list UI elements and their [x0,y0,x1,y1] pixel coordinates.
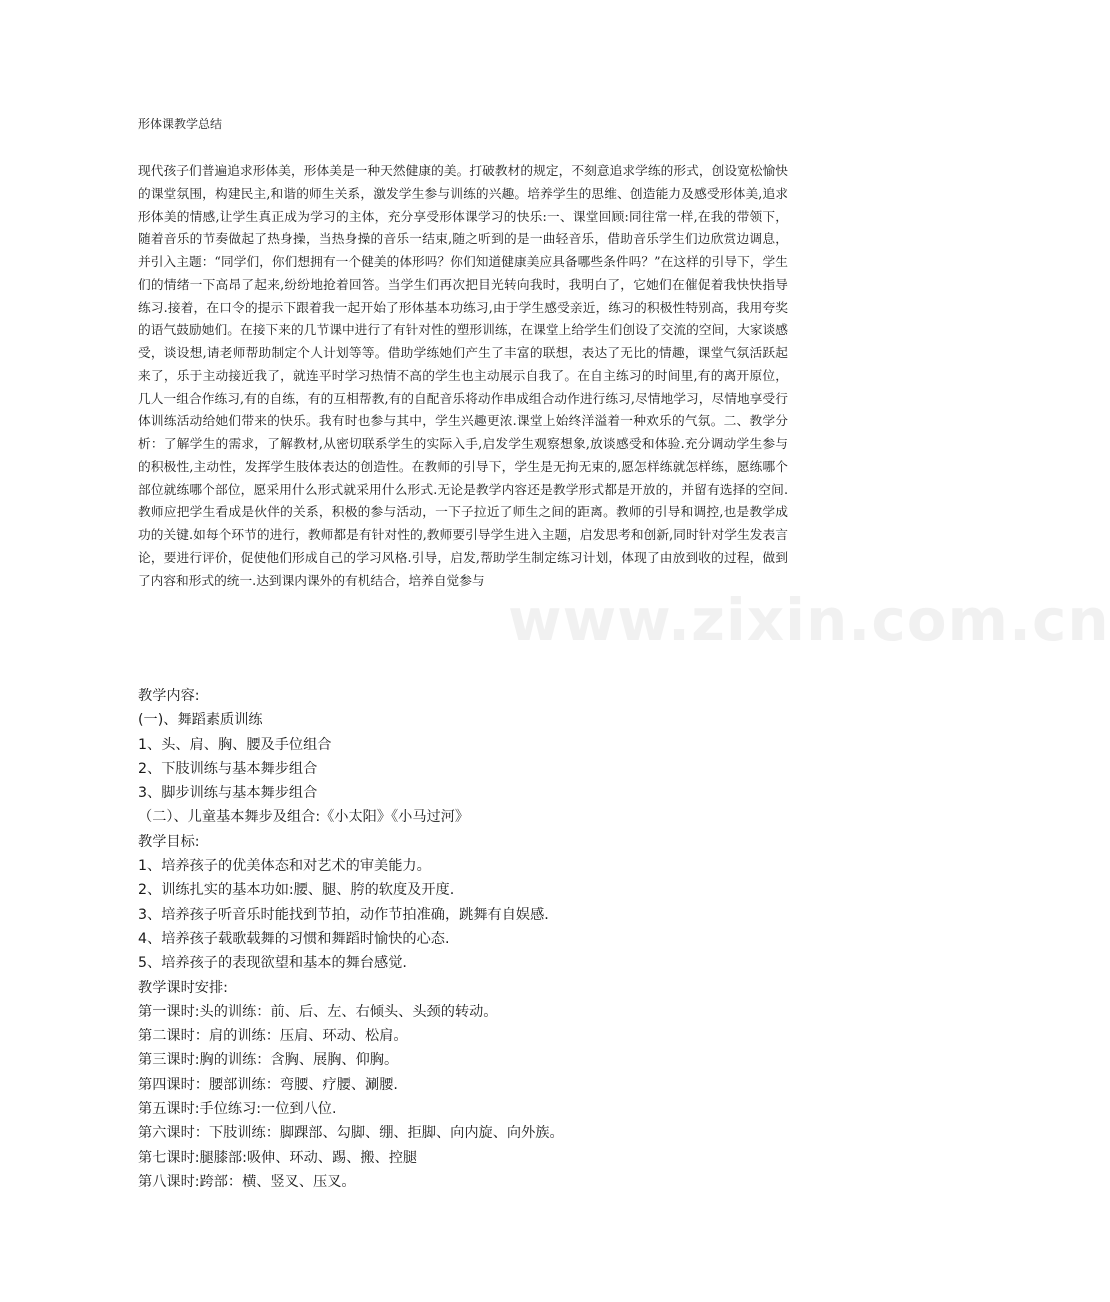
list-line: 3、脚步训练与基本舞步组合 [138,785,318,802]
list-line: 2、下肢训练与基本舞步组合 [138,760,318,777]
document-title: 形体课教学总结 [138,117,223,131]
list-line: 第三课时:胸的训练：含胸、展胸、仰胸。 [138,1052,399,1069]
list-line: 教学课时安排: [138,979,228,996]
list-line: 第八课时:跨部：横、竖叉、压叉。 [138,1173,356,1190]
list-line: 1、头、肩、胸、腰及手位组合 [138,736,332,753]
list-line: 第四课时：腰部训练：弯腰、疗腰、涮腰. [138,1076,398,1093]
list-line: 第七课时:腿膝部:吸伸、环动、踢、搬、控腿 [138,1149,418,1166]
list-line: 5、培养孩子的表现欲望和基本的舞台感觉. [138,955,407,972]
watermark: www.zixin.com.cn [508,586,1110,654]
list-line: 教学目标: [138,833,200,850]
content-list [138,684,788,1194]
list-line: 1、培养孩子的优美体态和对艺术的审美能力。 [138,858,431,875]
list-line: 教学内容: [138,688,200,704]
list-line: 第一课时:头的训练：前、后、左、右倾头、头颈的转动。 [138,1003,498,1020]
list-line: 第五课时:手位练习:一位到八位. [138,1101,337,1118]
list-line: （二）、儿童基本舞步及组合:《小太阳》《小马过河》 [138,809,470,826]
list-line: (一)、舞蹈素质训练 [138,712,263,729]
list-line: 2、训练扎实的基本功如:腰、腿、胯的软度及开度. [138,882,455,899]
list-line: 4、培养孩子载歌载舞的习惯和舞蹈时愉快的心态. [138,930,450,947]
summary-paragraph: 现代孩子们普遍追求形体美，形体美是一种天然健康的美。打破教材的规定，不刻意追求学练的形式，创设宽松愉快的课堂氛围，构建民主,和谐的师生关系，激发学生参与训练的兴趣。培养学生的思维、创造能力及感受形体美,追求形体美的情感,让学生真正成为学习的主体，充分享受形体课学习的快乐:一、课堂回顾:同往常一样,在我的带领下，随着音乐的节奏做起了热身操，当热身操的音乐一结束,随之听到的是一曲轻音乐，借助音乐学生们边欣赏边调息，并引入主题：“同学们，你们想拥有一个健美的体形吗？你们知道健康美应具备哪些条件吗？”在这样的引导下，学生们的情绪一下高昂了起来,纷纷地抢着回答。当学生们再次把目光转向我时，我明白了，它她们在催促着我快快指导练习.接着，在口令的提示下跟着我一起开始了形体基本功练习,由于学生感受亲近，练习的积极性特别高，我用夸奖的语气鼓励她们。在接下来的几节课中进行了有针对性的塑形训练，在课堂上给学生们创设了交流的空间，大家谈感受，谈设想,请老师帮助制定个人计划等等。借助学练她们产生了丰富的联想，表达了无比的情趣，课堂气氛活跃起来了，乐于主动接近我了，就连平时学习热情不高的学生也主动展示自我了。在自主练习的时间里,有的离开原位，几人一组合作练习,有的自练，有的互相帮教,有的自配音乐将动作串成组合动作进行练习,尽情地学习，尽情地享受行体训练活动给她们带来的快乐。我有时也参与其中，学生兴趣更浓.课堂上始终洋溢着一种欢乐的气氛。二、教学分析：了解学生的需求，了解教材,从密切联系学生的实际入手,启发学生观察想象,放谈感受和体验.充分调动学生参与的积极性,主动性，发挥学生肢体表达的创造性。在教师的引导下，学生是无拘无束的,愿怎样练就怎样练，愿练哪个部位就练哪个部位，愿采用什么形式就采用什么形式.无论是教学内容还是教学形式都是开放的，并留有选择的空间.教师应把学生看成是伙伴的关系，积极的参与活动，一下子拉近了师生之间的距离。教师的引导和调控,也是教学成功的关键.如每个环节的进行，教师都是有针对性的,教师要引导学生进入主题，启发思考和创新,同时针对学生发表言论，要进行评价，促使他们形成自己的学习风格.引导，启发,帮助学生制定练习计划，体现了由放到收的过程，做到了内容和形式的统一.达到课内课外的有机结合，培养自觉参与 [138,163,788,588]
list-line: 第六课时：下肢训练：脚踝部、勾脚、绷、拒脚、向内旋、向外族。 [138,1125,564,1142]
list-line: 第二课时：肩的训练：压肩、环动、松肩。 [138,1028,408,1045]
list-line: 3、培养孩子听音乐时能找到节拍，动作节拍准确，跳舞有自娱感. [138,906,549,923]
